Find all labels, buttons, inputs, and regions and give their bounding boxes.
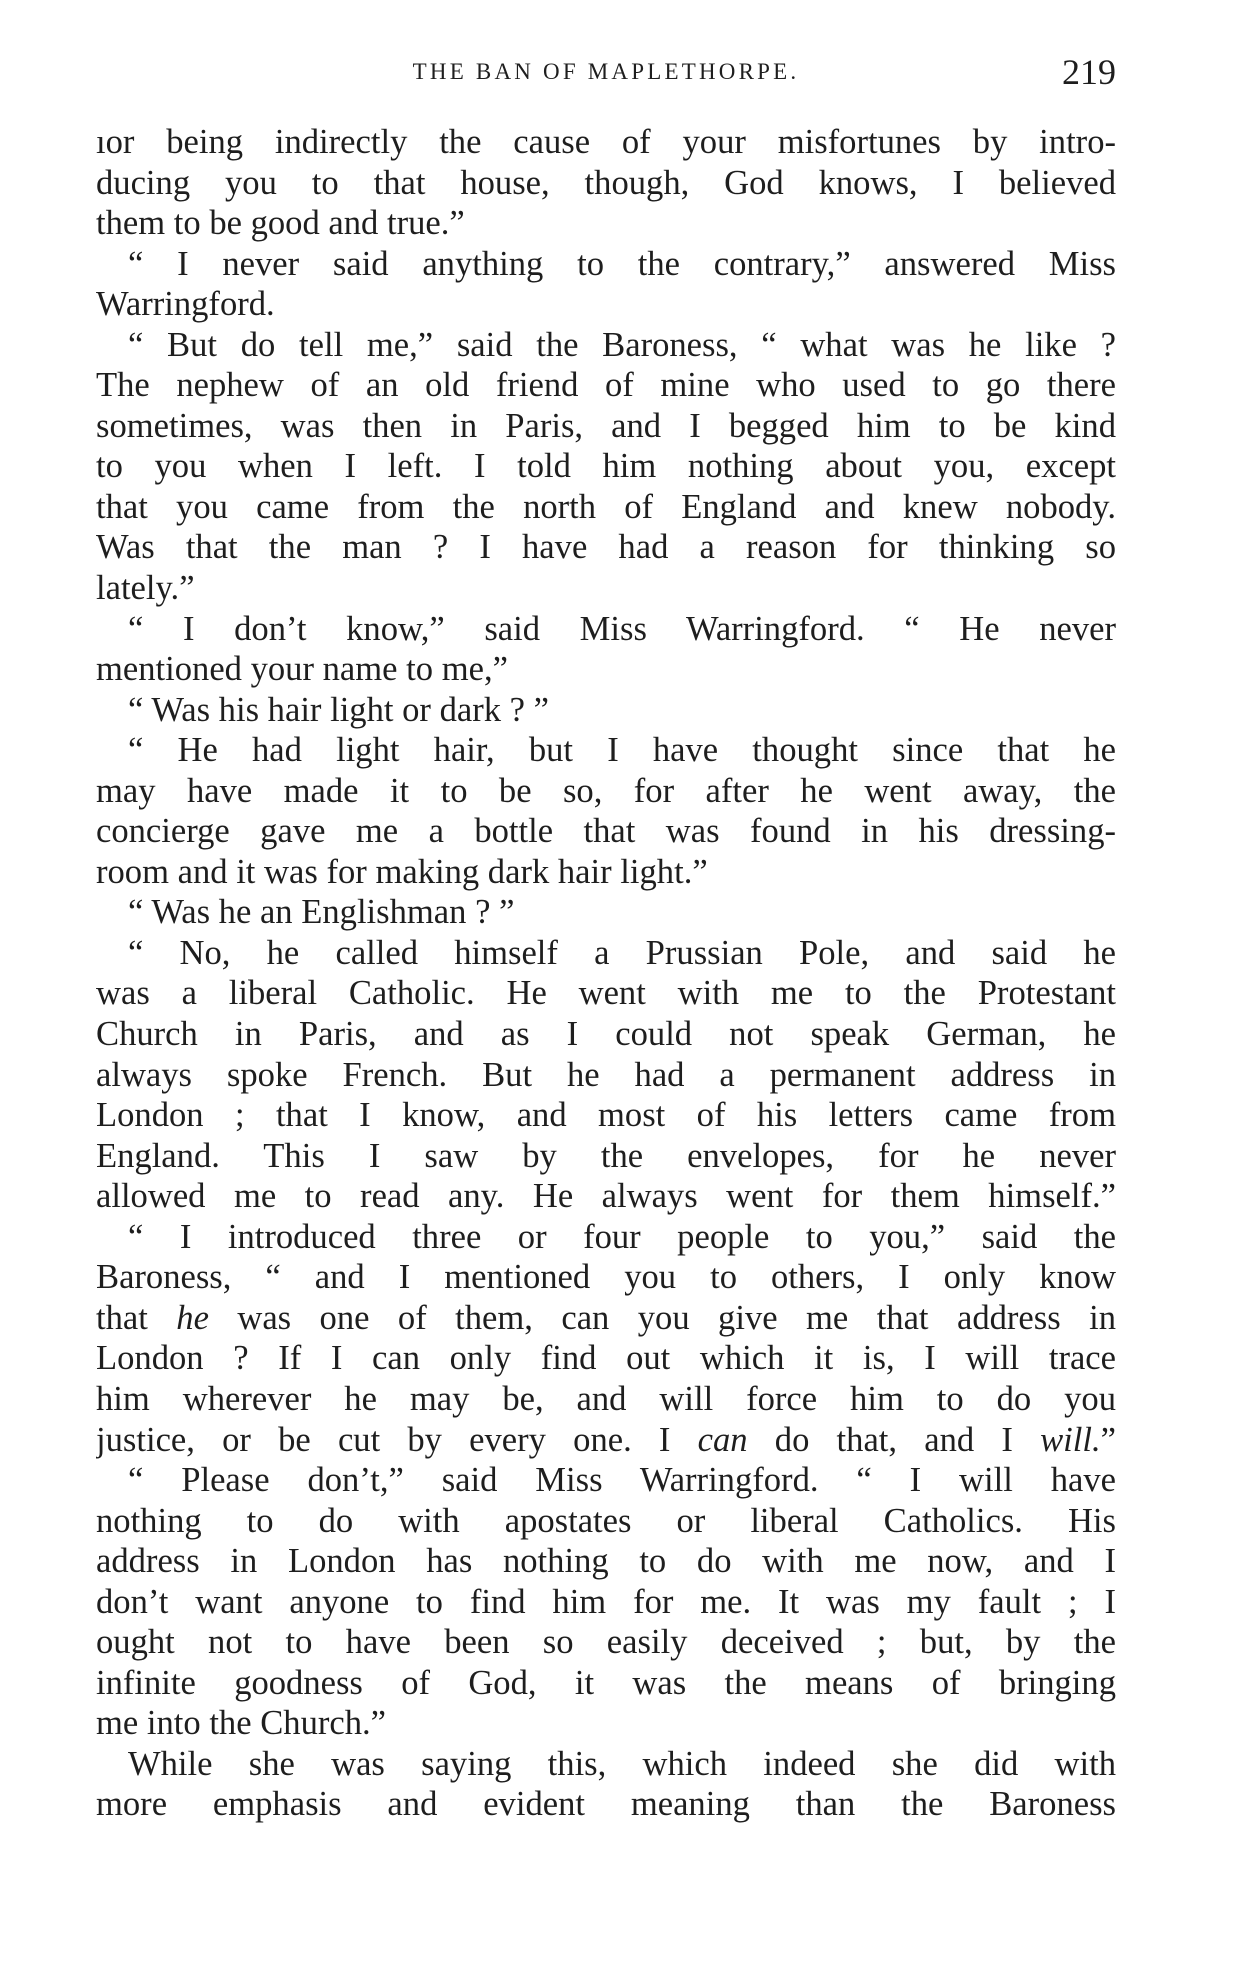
text-line	[96, 1298, 1116, 1339]
text-line	[96, 730, 1116, 771]
text-line	[96, 1703, 1116, 1744]
text-line	[96, 1257, 1116, 1298]
line-segment-italic: he	[176, 1298, 209, 1337]
line-segment: Baroness, “ and I mentioned you to others, I only know	[96, 1258, 1116, 1297]
line-segment: to you when I left. I told him nothing about you, except	[96, 447, 1116, 486]
text-line	[96, 1338, 1116, 1379]
text-line	[96, 163, 1116, 204]
line-segment: do that, and I	[747, 1420, 1041, 1459]
text-line	[96, 1744, 1116, 1785]
text-line	[96, 203, 1116, 244]
line-segment: was one of them, can you give me that address in	[208, 1298, 1116, 1337]
line-segment: “ I don’t know,” said Miss Warringford. “ He never	[128, 609, 1116, 648]
line-segment: allowed me to read any. He always went for them himself.”	[96, 1177, 1116, 1216]
text-line	[96, 1055, 1116, 1096]
line-segment: Was that the man ? I have had a reason for thinking so	[96, 528, 1116, 567]
line-segment: While she was saying this, which indeed she did with	[128, 1744, 1116, 1783]
line-segment: me into the Church.”	[96, 1704, 386, 1743]
line-segment: was a liberal Catholic. He went with me to the Protestant	[96, 974, 1116, 1013]
text-line	[96, 973, 1116, 1014]
text-line	[96, 609, 1116, 650]
line-segment-italic: can	[697, 1420, 748, 1459]
line-segment: “ No, he called himself a Prussian Pole, and said he	[128, 933, 1116, 972]
line-segment: sometimes, was then in Paris, and I begged him to be kind	[96, 406, 1116, 445]
text-line	[96, 892, 1116, 933]
text-line	[96, 690, 1116, 731]
line-segment: ought not to have been so easily deceived ; but, by the	[96, 1623, 1116, 1662]
text-line	[96, 325, 1116, 366]
text-line	[96, 1460, 1116, 1501]
line-segment: “ But do tell me,” said the Baroness, “ what was he like ?	[128, 325, 1116, 364]
text-line	[96, 1784, 1116, 1825]
line-segment: ıor being indirectly the cause of your misfortunes by intro-	[96, 123, 1116, 161]
line-segment: may have made it to be so, for after he went away, the	[96, 771, 1116, 810]
line-segment-italic: will.	[1040, 1420, 1101, 1459]
text-line	[96, 811, 1116, 852]
text-line	[96, 487, 1116, 528]
line-segment: “ I introduced three or four people to you,” said the	[128, 1217, 1116, 1256]
running-title: THE BAN OF MAPLETHORPE.	[412, 59, 800, 84]
line-segment: him wherever he may be, and will force him to do you	[96, 1379, 1116, 1418]
line-segment: “ Was he an Englishman ? ”	[128, 893, 515, 932]
line-segment: ducing you to that house, though, God knows, I believed	[96, 163, 1116, 202]
text-line	[96, 284, 1116, 325]
line-segment: Church in Paris, and as I could not speak German, he	[96, 1015, 1116, 1054]
text-line	[96, 1136, 1116, 1177]
line-segment: lately.”	[96, 569, 195, 608]
page-header	[96, 52, 1116, 92]
text-line	[96, 1622, 1116, 1663]
text-line	[96, 122, 1116, 163]
text-line	[96, 852, 1116, 893]
line-segment: infinite goodness of God, it was the means of bringing	[96, 1663, 1116, 1702]
page-number: 219	[1062, 52, 1116, 92]
text-line	[96, 649, 1116, 690]
text-line	[96, 365, 1116, 406]
text-line	[96, 1501, 1116, 1542]
text-line	[96, 1217, 1116, 1258]
text-line	[96, 1095, 1116, 1136]
line-segment: The nephew of an old friend of mine who used to go there	[96, 366, 1116, 405]
line-segment: more emphasis and evident meaning than the Baroness	[96, 1785, 1116, 1824]
line-segment: “ I never said anything to the contrary,” answered Miss	[128, 244, 1116, 283]
text-line	[96, 1541, 1116, 1582]
text-line	[96, 1379, 1116, 1420]
line-segment: address in London has nothing to do with me now, and I	[96, 1542, 1116, 1581]
line-segment: room and it was for making dark hair light.”	[96, 852, 708, 891]
text-line	[96, 1582, 1116, 1623]
text-line	[96, 1420, 1116, 1461]
line-segment: always spoke French. But he had a permanent address in	[96, 1055, 1116, 1094]
line-segment: don’t want anyone to find him for me. It was my fault ; I	[96, 1582, 1116, 1621]
line-segment: that	[96, 1298, 177, 1337]
text-line	[96, 244, 1116, 285]
text-line	[96, 446, 1116, 487]
line-segment: concierge gave me a bottle that was found in his dressing-	[96, 812, 1116, 851]
text-line	[96, 1663, 1116, 1704]
line-segment: justice, or be cut by every one. I	[96, 1420, 698, 1459]
line-segment: London ; that I know, and most of his letters came from	[96, 1096, 1116, 1135]
line-segment: that you came from the north of England and knew nobody.	[96, 487, 1116, 526]
text-line	[96, 568, 1116, 609]
text-line	[96, 406, 1116, 447]
line-segment: ”	[1100, 1420, 1116, 1459]
text-line	[96, 527, 1116, 568]
text-line	[96, 933, 1116, 974]
text-line	[96, 1176, 1116, 1217]
text-line	[96, 771, 1116, 812]
line-segment: England. This I saw by the envelopes, for he never	[96, 1136, 1116, 1175]
text-line	[96, 1014, 1116, 1055]
line-segment: nothing to do with apostates or liberal Catholics. His	[96, 1501, 1116, 1540]
line-segment: “ Please don’t,” said Miss Warringford. “ I will have	[128, 1461, 1116, 1500]
line-segment: Warringford.	[96, 285, 275, 324]
line-segment: mentioned your name to me,”	[96, 650, 508, 689]
line-segment: “ He had light hair, but I have thought since that he	[128, 731, 1116, 770]
line-segment: London ? If I can only find out which it is, I will trace	[96, 1339, 1116, 1378]
body-text	[96, 122, 1116, 1825]
line-segment: “ Was his hair light or dark ? ”	[128, 690, 549, 729]
line-segment: them to be good and true.”	[96, 204, 465, 243]
